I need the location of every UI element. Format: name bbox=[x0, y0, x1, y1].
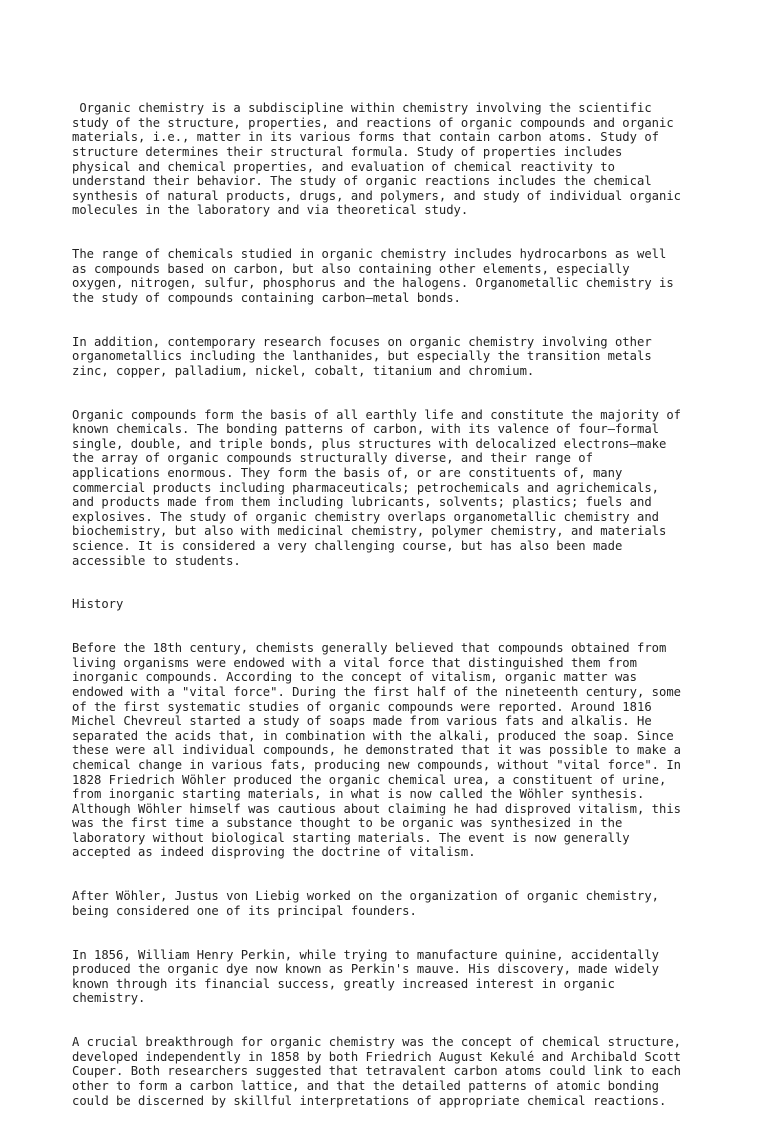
section-heading-history: History bbox=[72, 597, 124, 612]
document-body bbox=[72, 72, 702, 1123]
paragraph-range-of-chemicals: The range of chemicals studied in organic chemistry includes hydrocarbons as well as compounds based on carbon, but also containing other elements, especially oxygen, nitrogen, sulfur, phosphorus and the halogens. Organometallic chemistry is the study of compounds containing carbon–metal bonds. bbox=[72, 247, 674, 305]
paragraph-intro: Organic chemistry is a subdiscipline within chemistry involving the scientific study of the structure, properties, and reactions of organic compounds and organic materials, i.e., matter in its various forms that contain carbon atoms. Study of structure determines their structural formula. Study of properties includes physical and chemical properties, and evaluation of chemical reactivity to understand their behavior. The study of organic reactions includes the chemical synthesis of natural products, drugs, and polymers, and study of individual organic molecules in the laboratory and via theoretical study. bbox=[72, 101, 682, 218]
paragraph-contemporary-research: In addition, contemporary research focuses on organic chemistry involving other organometallics including the lanthanides, but especially the transition metals zinc, copper, palladium, nickel, cobalt, titanium and chromium. bbox=[72, 334, 652, 378]
paragraph-chemical-structure: A crucial breakthrough for organic chemistry was the concept of chemical structure, developed independently in 1858 by both Friedrich August Kekulé and Archibald Scott Couper. Both researchers suggested that tetravalent carbon atoms could link to each other to form a carbon lattice, and that the detailed patterns of atomic bonding could be discerned by skillful interpretations of appropriate chemical reactions. bbox=[72, 1035, 682, 1108]
paragraph-liebig: After Wöhler, Justus von Liebig worked on the organization of organic chemistry, being considered one of its principal founders. bbox=[72, 889, 659, 918]
paragraph-organic-compounds: Organic compounds form the basis of all earthly life and constitute the majority of known chemicals. The bonding patterns of carbon, with its valence of four—formal single, double, and triple bonds, plus structures with delocalized electrons—make the array of organic compounds structurally diverse, and their range of applications enormous. They form the basis of, or are constituents of, many commercial products including pharmaceuticals; petrochemicals and agrichemicals, and products made from them including lubricants, solvents; plastics; fuels and explosives. The study of organic chemistry overlaps organometallic chemistry and biochemistry, but also with medicinal chemistry, polymer chemistry, and materials science. It is considered a very challenging course, but has also been made accessible to students. bbox=[72, 407, 682, 568]
paragraph-perkin: In 1856, William Henry Perkin, while trying to manufacture quinine, accidentally produced the organic dye now known as Perkin's mauve. His discovery, made widely known through its financial success, greatly increased interest in organic chemistry. bbox=[72, 947, 659, 1006]
paragraph-vitalism: Before the 18th century, chemists generally believed that compounds obtained from living organisms were endowed with a vital force that distinguished them from inorganic compounds. According to the concept of vitalism, organic matter was endowed with a "vital force". During the first half of the nineteenth century, some of the first systematic studies of organic compounds were reported. Around 1816 Michel Chevreul started a study of soaps made from various fats and alkalis. He separated the acids that, in combination with the alkali, produced the soap. Since these were all individual compounds, he demonstrated that it was possible to make a chemical change in various fats, producing new compounds, without "vital force". In 1828 Friedrich Wöhler produced the organic chemical urea, a constituent of urine, from inorganic starting materials, in what is now called the Wöhler synthesis. Although Wöhler himself was cautious about claiming he had disproved vitalism, this was the first time a substance thought to be organic was synthesized in the laboratory without biological starting materials. The event is now generally accepted as indeed disproving the doctrine of vitalism. bbox=[72, 641, 682, 860]
